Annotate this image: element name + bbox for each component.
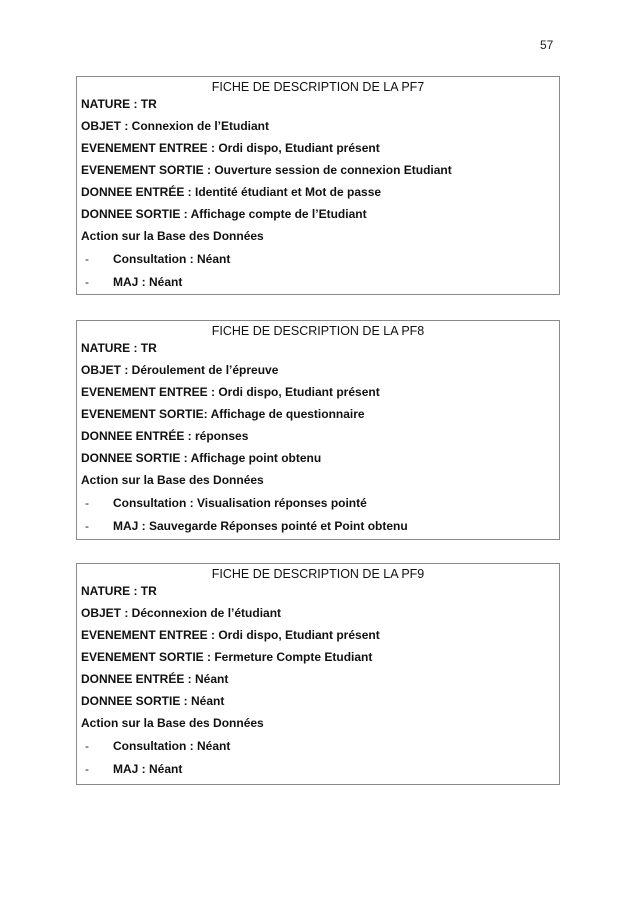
donnee-sortie-line: DONNEE SORTIE : Affichage point obtenu bbox=[81, 451, 322, 465]
bullet-dash: - bbox=[85, 252, 89, 266]
list-item-text: Consultation : Néant bbox=[113, 739, 231, 753]
evenement-sortie-line: EVENEMENT SORTIE : Fermeture Compte Etudiant bbox=[81, 650, 373, 664]
description-card-pf9 bbox=[76, 563, 560, 785]
evenement-sortie-line: EVENEMENT SORTIE: Affichage de questionnaire bbox=[81, 407, 365, 421]
objet-line: OBJET : Déroulement de l’épreuve bbox=[81, 363, 279, 377]
objet-line: OBJET : Déconnexion de l’étudiant bbox=[81, 606, 282, 620]
list-item-text: MAJ : Sauvegarde Réponses pointé et Point obtenu bbox=[113, 519, 408, 533]
bullet-dash: - bbox=[85, 762, 89, 776]
action-base-line: Action sur la Base des Données bbox=[81, 716, 264, 730]
list-item-maj bbox=[85, 275, 182, 289]
evenement-entree-line: EVENEMENT ENTREE : Ordi dispo, Etudiant présent bbox=[81, 628, 380, 642]
donnee-entree-line: DONNEE ENTRÉE : Néant bbox=[81, 672, 229, 686]
list-item-consultation bbox=[85, 739, 230, 753]
donnee-sortie-line: DONNEE SORTIE : Affichage compte de l’Etudiant bbox=[81, 207, 367, 221]
card-title: FICHE DE DESCRIPTION DE LA PF8 bbox=[211, 324, 425, 338]
bullet-dash: - bbox=[85, 519, 89, 533]
list-item-maj bbox=[85, 762, 182, 776]
bullet-dash: - bbox=[85, 739, 89, 753]
donnee-entree-line: DONNEE ENTRÉE : réponses bbox=[81, 429, 249, 443]
evenement-entree-line: EVENEMENT ENTREE : Ordi dispo, Etudiant présent bbox=[81, 385, 380, 399]
nature-line: NATURE : TR bbox=[81, 584, 157, 598]
list-item-text: Consultation : Néant bbox=[113, 252, 231, 266]
nature-line: NATURE : TR bbox=[81, 97, 157, 111]
list-item-consultation bbox=[85, 496, 367, 510]
donnee-sortie-line: DONNEE SORTIE : Néant bbox=[81, 694, 225, 708]
list-item-text: MAJ : Néant bbox=[113, 762, 183, 776]
list-item-text: Consultation : Visualisation réponses pointé bbox=[113, 496, 367, 510]
bullet-dash: - bbox=[85, 496, 89, 510]
donnee-entree-line: DONNEE ENTRÉE : Identité étudiant et Mot de passe bbox=[81, 185, 382, 199]
action-base-line: Action sur la Base des Données bbox=[81, 473, 264, 487]
nature-line: NATURE : TR bbox=[81, 341, 157, 355]
objet-line: OBJET : Connexion de l’Etudiant bbox=[81, 119, 270, 133]
list-item-consultation bbox=[85, 252, 230, 266]
page-number: 57 bbox=[540, 38, 554, 52]
evenement-entree-line: EVENEMENT ENTREE : Ordi dispo, Etudiant présent bbox=[81, 141, 380, 155]
card-title: FICHE DE DESCRIPTION DE LA PF7 bbox=[211, 80, 425, 94]
description-card-pf8 bbox=[76, 320, 560, 540]
list-item-text: MAJ : Néant bbox=[113, 275, 183, 289]
action-base-line: Action sur la Base des Données bbox=[81, 229, 264, 243]
bullet-dash: - bbox=[85, 275, 89, 289]
evenement-sortie-line: EVENEMENT SORTIE : Ouverture session de connexion Etudiant bbox=[81, 163, 452, 177]
description-card-pf7 bbox=[76, 76, 560, 295]
list-item-maj bbox=[85, 519, 408, 533]
card-title: FICHE DE DESCRIPTION DE LA PF9 bbox=[211, 567, 425, 581]
